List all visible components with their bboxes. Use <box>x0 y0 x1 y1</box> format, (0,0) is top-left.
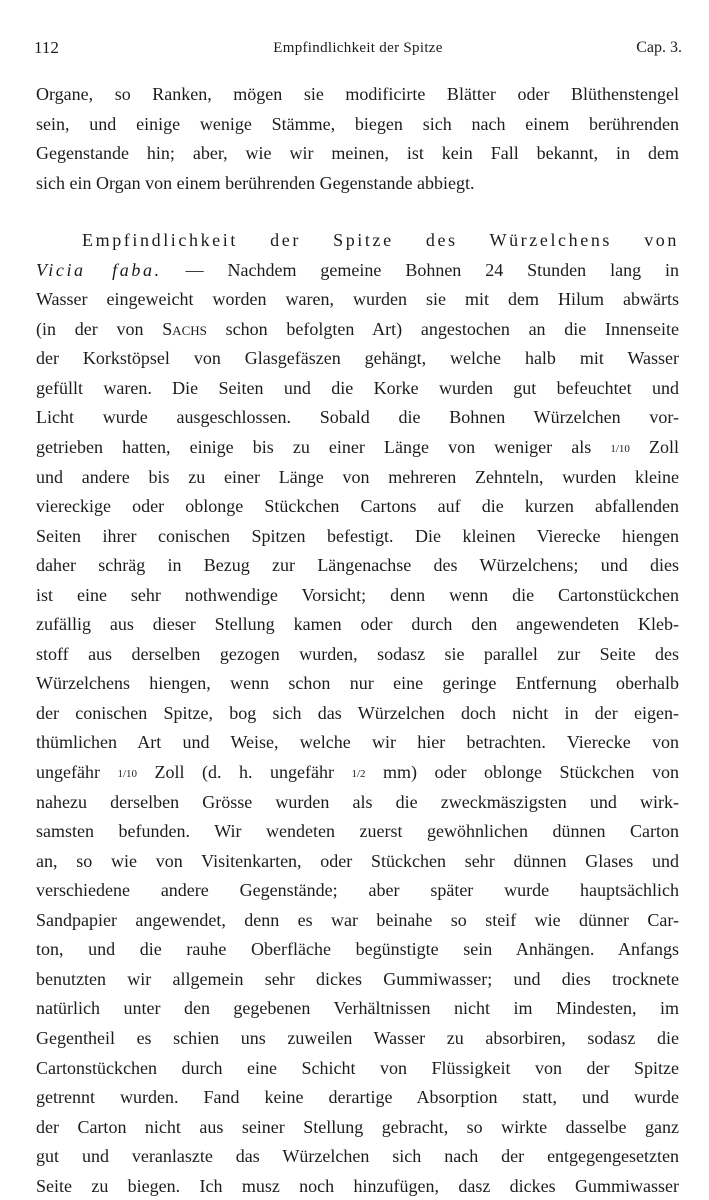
text-run: — Nachdem gemeine Bohnen 24 Stunden lang in <box>161 259 679 280</box>
text-line: Gegentheil es schien uns zuweilen Wasser zu absorbiren, sodasz die <box>36 1027 679 1048</box>
species-name: Vicia faba. <box>36 259 162 280</box>
text-run: schon befolgten Art) angestochen an die Innenseite <box>206 318 680 339</box>
author-name: Sachs <box>162 318 207 339</box>
text-line: der conischen Spitze, bog sich das Würzelchen doch nicht in der eigen- <box>36 702 679 723</box>
text-line: und andere bis zu einer Länge von mehreren Zehnteln, wurden kleine <box>36 466 679 487</box>
fraction: 1/10 <box>610 442 630 455</box>
text-line <box>36 256 679 286</box>
paragraph-gap <box>36 198 679 226</box>
text-run: getrieben hatten, einige bis zu einer Länge von weniger als <box>36 437 611 458</box>
text-line: Würzelchens hiengen, wenn schon nur eine geringe Entfernung oberhalb <box>36 673 679 694</box>
text-line: zufällig aus dieser Stellung kamen oder durch den angewendeten Kleb- <box>36 614 679 635</box>
section-heading: Empfindlichkeit der Spitze des Würzelchens von <box>82 230 679 251</box>
text-line: sich ein Organ von einem berührenden Gegenstande abbiegt. <box>36 172 475 193</box>
chapter-reference: Cap. 3. <box>636 39 682 56</box>
text-line: Gegenstande hin; aber, wie wir meinen, ist kein Fall bekannt, in dem <box>36 143 679 164</box>
text-run: ungefähr <box>36 762 118 783</box>
text-run: Zoll <box>629 437 680 458</box>
text-line: gut und veranlaszte das Würzelchen sich nach der entgegengesetzten <box>36 1146 679 1167</box>
text-line <box>36 315 679 345</box>
text-line: getrennt wurden. Fand keine derartige Absorption statt, und wurde <box>36 1087 679 1108</box>
page-number: 112 <box>34 38 59 57</box>
text-line: samsten befunden. Wir wendeten zuerst gewöhnlichen dünnen Carton <box>36 821 679 842</box>
fraction: 1/10 <box>117 767 138 780</box>
text-line <box>36 433 679 463</box>
body-text <box>36 80 679 1200</box>
text-line: der Korkstöpsel von Glasgefäszen gehängt, welche halb mit Wasser <box>36 348 679 369</box>
text-run: mm) oder oblonge Stückchen von <box>365 762 679 783</box>
fraction: 1/2 <box>351 767 366 780</box>
text-line: thümlichen Art und Weise, welche wir hier betrachten. Vierecke von <box>36 732 679 753</box>
text-line: ton, und die rauhe Oberfläche begünstigte sein Anhängen. Anfangs <box>36 939 679 960</box>
section-heading-line <box>36 226 679 256</box>
text-line: Sandpapier angewendet, denn es war beinahe so steif wie dünner Car- <box>36 909 679 930</box>
text-line: Seiten ihrer conischen Spitzen befestigt. Die kleinen Vierecke hiengen <box>36 525 679 546</box>
text-line: Seite zu biegen. Ich musz noch hinzufügen, dasz dickes Gummiwasser <box>36 1175 679 1196</box>
text-line: nahezu derselben Grösse wurden als die zweckmäszigsten und wirk- <box>36 791 679 812</box>
text-line <box>36 758 679 788</box>
text-line: stoff aus derselben gezogen wurden, sodasz sie parallel zur Seite des <box>36 643 679 664</box>
text-line: verschiedene andere Gegenstände; aber später wurde hauptsächlich <box>36 880 679 901</box>
text-line: sein, und einige wenige Stämme, biegen sich nach einem berührenden <box>36 113 679 134</box>
running-head <box>34 36 682 60</box>
text-line: Licht wurde ausgeschlossen. Sobald die Bohnen Würzelchen vor- <box>36 407 679 428</box>
text-line: daher schräg in Bezug zur Längenachse des Würzelchens; und dies <box>36 555 679 576</box>
text-line: benutzten wir allgemein sehr dickes Gummiwasser; und dies trocknete <box>36 968 679 989</box>
text-line: Organe, so Ranken, mögen sie modificirte Blätter oder Blüthenstengel <box>36 84 679 104</box>
text-line: Cartonstückchen durch eine Schicht von Flüssigkeit von der Spitze <box>36 1057 679 1078</box>
text-line: der Carton nicht aus seiner Stellung gebracht, so wirkte dasselbe ganz <box>36 1116 679 1137</box>
text-run: Zoll (d. h. ungefähr <box>137 762 352 783</box>
text-run: (in der von <box>36 318 163 339</box>
text-line: ist eine sehr nothwendige Vorsicht; denn wenn die Cartonstückchen <box>36 584 679 605</box>
text-line: Wasser eingeweicht worden waren, wurden sie mit dem Hilum abwärts <box>36 289 679 310</box>
running-title: Empfindlichkeit der Spitze <box>273 40 443 56</box>
text-line: natürlich unter den gegebenen Verhältnissen nicht im Mindesten, im <box>36 998 679 1019</box>
text-line: gefüllt waren. Die Seiten und die Korke wurden gut befeuchtet und <box>36 377 679 398</box>
text-line: an, so wie von Visitenkarten, oder Stückchen sehr dünnen Glases und <box>36 850 679 871</box>
text-line: viereckige oder oblonge Stückchen Cartons auf die kurzen abfallenden <box>36 496 679 517</box>
